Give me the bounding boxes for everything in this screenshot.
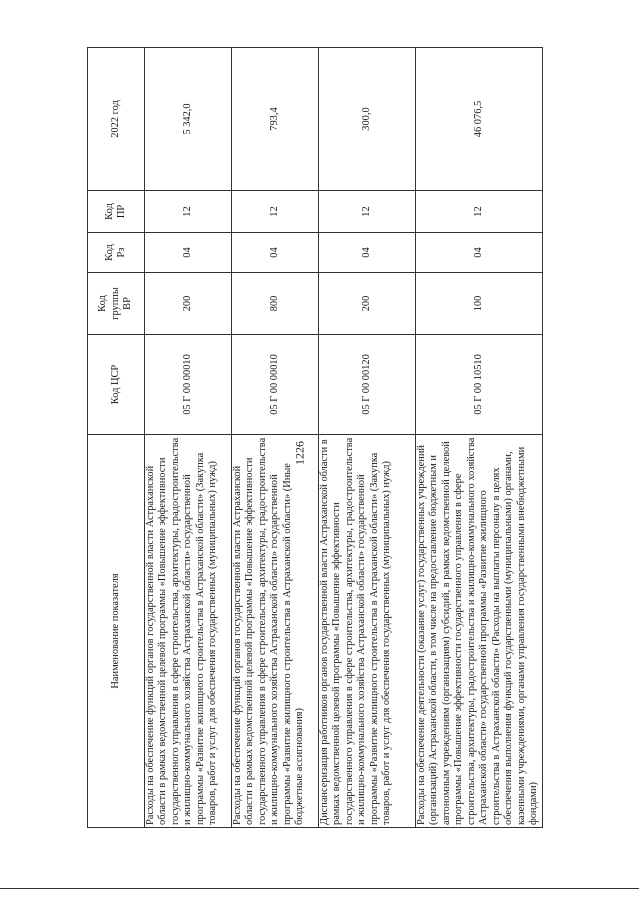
row-pr: 12	[145, 191, 232, 233]
row-pr: 12	[319, 191, 416, 233]
table-row	[232, 48, 319, 828]
header-vr	[88, 273, 145, 335]
row-pr: 12	[232, 191, 319, 233]
row-rz: 04	[145, 233, 232, 273]
row-vr: 800	[232, 273, 319, 335]
row-rz: 04	[232, 233, 319, 273]
header-row	[88, 48, 145, 828]
row-csr: 05 Г 00 00120	[319, 335, 416, 435]
row-rz: 04	[416, 233, 543, 273]
row-name: Расходы на обеспечение функций органов государственной власти Астраханской области в рамках ведомственной целевой программы «Повышение эффективности государственного управления в сфере строительства, архитектуры, градостроительства и жилищно-коммунального хозяйства Астраханской области» государственной программы «Развитие жилищного строительства в Астраханской области» (Иные бюджетные ассигнования)	[232, 435, 319, 828]
table-row	[416, 48, 543, 828]
row-csr: 05 Г 00 10510	[416, 335, 543, 435]
bottom-rule	[0, 888, 639, 889]
row-vr: 200	[319, 273, 416, 335]
row-name: Расходы на обеспечение функций органов государственной власти Астраханской области в рамках ведомственной целевой программы «Повышение эффективности государственного управления в сфере строительства, архитектуры, градостроительства и жилищно-коммунального хозяйства Астраханской области» государственной программы «Развитие жилищного строительства в Астраханской области» (Закупка товаров, работ и услуг для обеспечения государственных (муниципальных) нужд)	[145, 435, 232, 828]
row-pr: 12	[416, 191, 543, 233]
header-rz	[88, 233, 145, 273]
header-name: Наименование показателя	[88, 435, 145, 828]
header-pr-line: Код	[103, 203, 115, 220]
row-rz: 04	[319, 233, 416, 273]
row-amount: 5 342,0	[145, 48, 232, 191]
table-row	[145, 48, 232, 828]
header-pr	[88, 191, 145, 233]
row-amount: 46 076,5	[416, 48, 543, 191]
row-csr: 05 Г 00 00010	[145, 335, 232, 435]
budget-table	[87, 47, 543, 828]
table-row	[319, 48, 416, 828]
row-name: Диспансеризация работников органов государственной власти Астраханской области в рамках ведомственной целевой программы «Повышение эффективности государственного управления в сфере строительства, архитектуры, градостроительства и жилищно-коммунального хозяйства Астраханской области» государственной программы «Развитие жилищного строительства в Астраханской области» (Закупка товаров, работ и услуг для обеспечения государственных (муниципальных) нужд)	[319, 435, 416, 828]
row-amount: 300,0	[319, 48, 416, 191]
rotated-table-wrapper	[87, 48, 542, 828]
header-vr-line: Код	[97, 295, 109, 312]
page-number: 1226	[292, 441, 307, 465]
header-vr-line: группы	[109, 287, 121, 320]
header-rz-line: Код	[103, 244, 115, 261]
header-rz-line: Рз	[116, 247, 127, 258]
row-vr: 100	[416, 273, 543, 335]
row-vr: 200	[145, 273, 232, 335]
header-vr-line: ВР	[122, 297, 134, 310]
row-csr: 05 Г 00 00010	[232, 335, 319, 435]
row-name: Расходы на обеспечение деятельности (оказание услуг) государственных учреждений (организаций) Астраханской области, в том числе на предоставление бюджетным и автономным учреждениям (организациям) субсидий, в рамках ведомственной целевой программы «Повышение эффективности государственного управления в сфере строительства, архитектуры, градостроительства и жилищно-коммунального хозяйства Астраханской области» государственной программы «Развитие жилищного строительства в Астраханской области» (Расходы на выплаты персоналу в целях обеспечения выполнения функций государственными (муниципальными) органами, казенными учреждениями, органами управления государственными внебюджетными фондами)	[416, 435, 543, 828]
header-pr-line: ПР	[116, 204, 127, 219]
row-amount: 793,4	[232, 48, 319, 191]
header-year: 2022 год	[88, 48, 145, 191]
header-csr: Код ЦСР	[88, 335, 145, 435]
